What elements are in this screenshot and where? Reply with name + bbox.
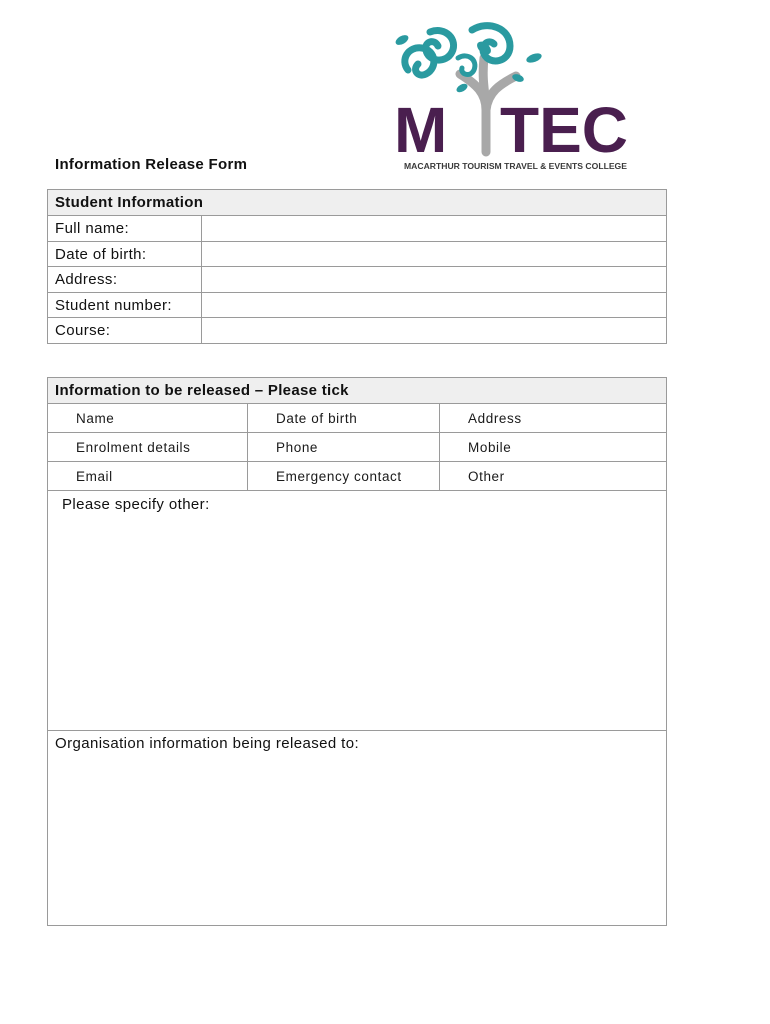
leaf-icon — [525, 52, 543, 65]
tick-option-emergency-contact[interactable]: Emergency contact — [248, 462, 440, 491]
student-information-header: Student Information — [48, 190, 666, 216]
course-label: Course: — [48, 318, 202, 344]
tick-option-date-of-birth[interactable]: Date of birth — [248, 404, 440, 433]
organisation-area — [48, 731, 666, 925]
tick-option-email[interactable]: Email — [48, 462, 248, 491]
tick-option-phone[interactable]: Phone — [248, 433, 440, 462]
swirl-icon — [405, 48, 434, 75]
swirl-icon — [458, 56, 475, 75]
address-label: Address: — [48, 267, 202, 292]
release-options-grid — [48, 404, 666, 491]
table-row — [48, 293, 666, 319]
information-release-table — [47, 377, 667, 926]
student-number-field[interactable] — [202, 293, 666, 318]
course-field[interactable] — [202, 318, 666, 344]
table-row — [48, 216, 666, 242]
address-field[interactable] — [202, 267, 666, 292]
full-name-field[interactable] — [202, 216, 666, 241]
student-number-label: Student number: — [48, 293, 202, 318]
logo-wordmark-tec: TEC — [500, 94, 628, 166]
organisation-label: Organisation information being released to: — [55, 735, 360, 752]
date-of-birth-field[interactable] — [202, 242, 666, 267]
mytec-logo-graphic — [388, 18, 650, 176]
tick-option-address[interactable]: Address — [440, 404, 666, 433]
student-information-table — [47, 189, 667, 344]
leaf-icon — [394, 33, 410, 47]
form-title: Information Release Form — [55, 156, 248, 173]
mytec-logo — [388, 18, 650, 176]
specify-other-label: Please specify other: — [62, 496, 210, 513]
full-name-label: Full name: — [48, 216, 202, 241]
information-release-header: Information to be released – Please tick — [48, 378, 666, 404]
tick-option-name[interactable]: Name — [48, 404, 248, 433]
table-row — [48, 242, 666, 268]
tick-option-mobile[interactable]: Mobile — [440, 433, 666, 462]
date-of-birth-label: Date of birth: — [48, 242, 202, 267]
logo-wordmark-m: M — [394, 94, 448, 166]
specify-other-area — [48, 491, 666, 731]
table-row — [48, 318, 666, 344]
table-row — [48, 267, 666, 293]
tick-option-other[interactable]: Other — [440, 462, 666, 491]
organisation-field[interactable] — [55, 752, 639, 889]
specify-other-field[interactable] — [62, 513, 640, 681]
logo-tagline: MACARTHUR TOURISM TRAVEL & EVENTS COLLEGE — [404, 161, 627, 171]
tick-option-enrolment-details[interactable]: Enrolment details — [48, 433, 248, 462]
